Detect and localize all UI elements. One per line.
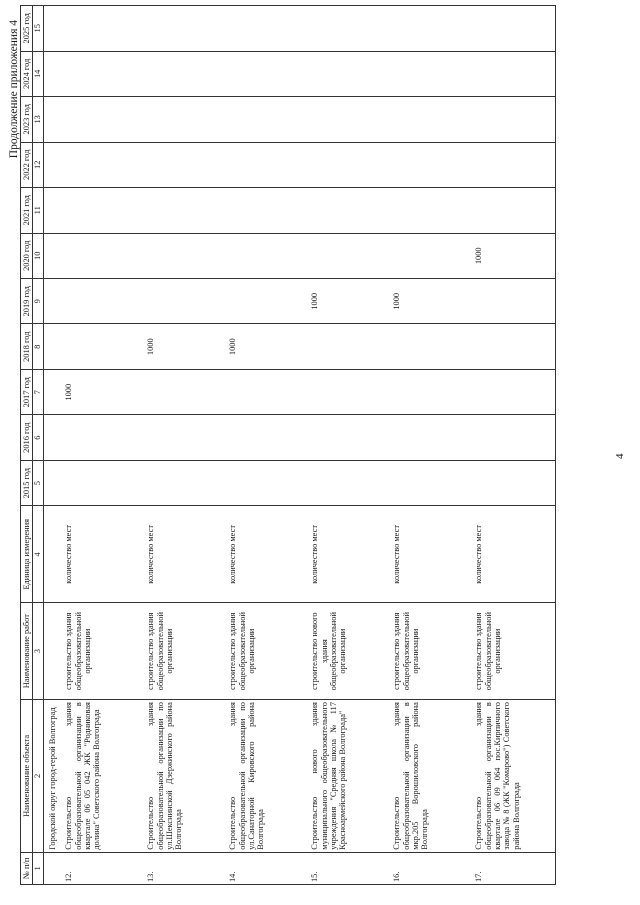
col-year: 2017 год <box>21 369 33 414</box>
unit-name: количество мест <box>227 506 309 603</box>
year-cell <box>63 188 145 233</box>
year-cell <box>473 279 555 324</box>
year-cell <box>63 142 145 187</box>
col-year: 2024 год <box>21 51 33 96</box>
year-cell <box>227 233 309 278</box>
col-year: 2016 год <box>21 415 33 460</box>
year-cell <box>145 415 227 460</box>
row-number: 17. <box>473 852 555 884</box>
year-cell <box>63 233 145 278</box>
unit-name: количество мест <box>473 506 555 603</box>
col-name: Наименование объекта <box>21 700 33 853</box>
column-number: 12 <box>33 142 43 187</box>
year-cell <box>145 369 227 414</box>
year-value: 1000 <box>145 324 227 369</box>
object-name: Строительство нового здания муниципального общеобразовательного учреждения "Средняя школа № 117 Красноармейского района Волгограда" <box>309 700 391 853</box>
year-cell <box>145 142 227 187</box>
year-cell <box>309 369 391 414</box>
unit-name: количество мест <box>309 506 391 603</box>
column-number: 11 <box>33 188 43 233</box>
year-cell <box>391 324 473 369</box>
unit-name: количество мест <box>63 506 145 603</box>
year-cell <box>473 97 555 142</box>
header-row <box>21 6 33 885</box>
year-cell <box>227 6 309 52</box>
appendix-heading: Продолжение приложения 4 <box>8 20 20 159</box>
col-year: 2025 год <box>21 6 33 52</box>
year-cell <box>391 51 473 96</box>
column-number: 14 <box>33 51 43 96</box>
object-name: Строительство здания общеобразовательной организации в квартале 06 09 064 пос.Кирпичного завода № 8 (ЖК "Комарово") Советского района Волгограда <box>473 700 555 853</box>
year-cell <box>309 6 391 52</box>
year-cell <box>227 415 309 460</box>
column-number: 6 <box>33 415 43 460</box>
year-cell <box>473 415 555 460</box>
year-cell <box>145 460 227 505</box>
row-number: 16. <box>391 852 473 884</box>
object-name: Строительство здания общеобразовательной организации в квартале 06 05 042 ЖК "Родниковая долина" Советского района Волгограда <box>63 700 145 853</box>
table-row <box>63 6 145 885</box>
year-cell <box>309 460 391 505</box>
col-no: № п/п <box>21 852 33 884</box>
table-row <box>473 6 555 885</box>
year-cell <box>63 279 145 324</box>
year-cell <box>227 279 309 324</box>
year-cell <box>227 142 309 187</box>
year-cell <box>309 142 391 187</box>
year-cell <box>309 233 391 278</box>
year-cell <box>145 97 227 142</box>
year-cell <box>309 324 391 369</box>
page-number: 4 <box>614 453 626 459</box>
unit-name: количество мест <box>391 506 473 603</box>
year-value: 1000 <box>309 279 391 324</box>
year-cell <box>473 324 555 369</box>
col-year: 2022 год <box>21 142 33 187</box>
year-cell <box>391 188 473 233</box>
col-year: 2019 год <box>21 279 33 324</box>
year-value: 1000 <box>473 233 555 278</box>
year-cell <box>145 6 227 52</box>
col-unit: Единица измерения <box>21 506 33 603</box>
column-number: 8 <box>33 324 43 369</box>
section-row <box>43 6 63 885</box>
year-cell <box>309 51 391 96</box>
column-number: 13 <box>33 97 43 142</box>
year-cell <box>391 233 473 278</box>
col-year: 2021 год <box>21 188 33 233</box>
year-cell <box>391 460 473 505</box>
year-value: 1000 <box>63 369 145 414</box>
year-cell <box>63 324 145 369</box>
column-number: 9 <box>33 279 43 324</box>
year-cell <box>391 142 473 187</box>
column-number: 3 <box>33 603 43 700</box>
program-table <box>20 5 556 885</box>
work-name: строительство здания общеобразовательной организации <box>473 603 555 700</box>
table-row <box>145 6 227 885</box>
column-number: 7 <box>33 369 43 414</box>
row-number: 12. <box>63 852 145 884</box>
table-row <box>309 6 391 885</box>
year-cell <box>145 279 227 324</box>
column-number: 2 <box>33 700 43 853</box>
work-name: строительство здания общеобразовательной организации <box>63 603 145 700</box>
col-year: 2023 год <box>21 97 33 142</box>
work-name: строительство здания общеобразовательной организации <box>391 603 473 700</box>
work-name: строительство нового здания общеобразовательной организации <box>309 603 391 700</box>
year-cell <box>145 51 227 96</box>
row-number: 13. <box>145 852 227 884</box>
year-cell <box>227 460 309 505</box>
object-name: Строительство здания общеобразовательной организации по ул.Санаторной Кировского района Волгограда <box>227 700 309 853</box>
year-cell <box>227 369 309 414</box>
column-number: 10 <box>33 233 43 278</box>
year-cell <box>63 415 145 460</box>
year-cell <box>227 51 309 96</box>
year-cell <box>473 369 555 414</box>
year-cell <box>391 6 473 52</box>
table-row <box>391 6 473 885</box>
col-year: 2018 год <box>21 324 33 369</box>
object-name: Строительство здания общеобразовательной организации по ул.Шекснинской Дзержинского района Волгограда <box>145 700 227 853</box>
col-year: 2015 год <box>21 460 33 505</box>
column-number: 4 <box>33 506 43 603</box>
work-name: строительство здания общеобразовательной организации <box>145 603 227 700</box>
column-number: 5 <box>33 460 43 505</box>
year-cell <box>63 6 145 52</box>
year-cell <box>63 51 145 96</box>
year-cell <box>63 97 145 142</box>
year-value: 1000 <box>391 279 473 324</box>
year-cell <box>473 6 555 52</box>
year-cell <box>391 369 473 414</box>
year-cell <box>145 188 227 233</box>
year-cell <box>309 188 391 233</box>
year-cell <box>473 142 555 187</box>
row-number: 15. <box>309 852 391 884</box>
year-cell <box>473 460 555 505</box>
year-cell <box>473 51 555 96</box>
year-cell <box>227 97 309 142</box>
column-number: 1 <box>33 852 43 884</box>
year-cell <box>145 233 227 278</box>
year-cell <box>63 460 145 505</box>
column-number-row <box>33 6 43 885</box>
year-cell <box>391 97 473 142</box>
table-row <box>227 6 309 885</box>
work-name: строительство здания общеобразовательной организации <box>227 603 309 700</box>
row-number: 14. <box>227 852 309 884</box>
year-cell <box>391 415 473 460</box>
col-year: 2020 год <box>21 233 33 278</box>
year-cell <box>309 415 391 460</box>
column-number: 15 <box>33 6 43 52</box>
col-work: Наименование работ <box>21 603 33 700</box>
unit-name: количество мест <box>145 506 227 603</box>
section-title: Городской округ город-герой Волгоград <box>43 700 63 853</box>
year-cell <box>473 188 555 233</box>
year-value: 1000 <box>227 324 309 369</box>
year-cell <box>227 188 309 233</box>
year-cell <box>309 97 391 142</box>
object-name: Строительство здания общеобразовательной организации в мкр.205 Ворошиловского района Волгограда <box>391 700 473 853</box>
